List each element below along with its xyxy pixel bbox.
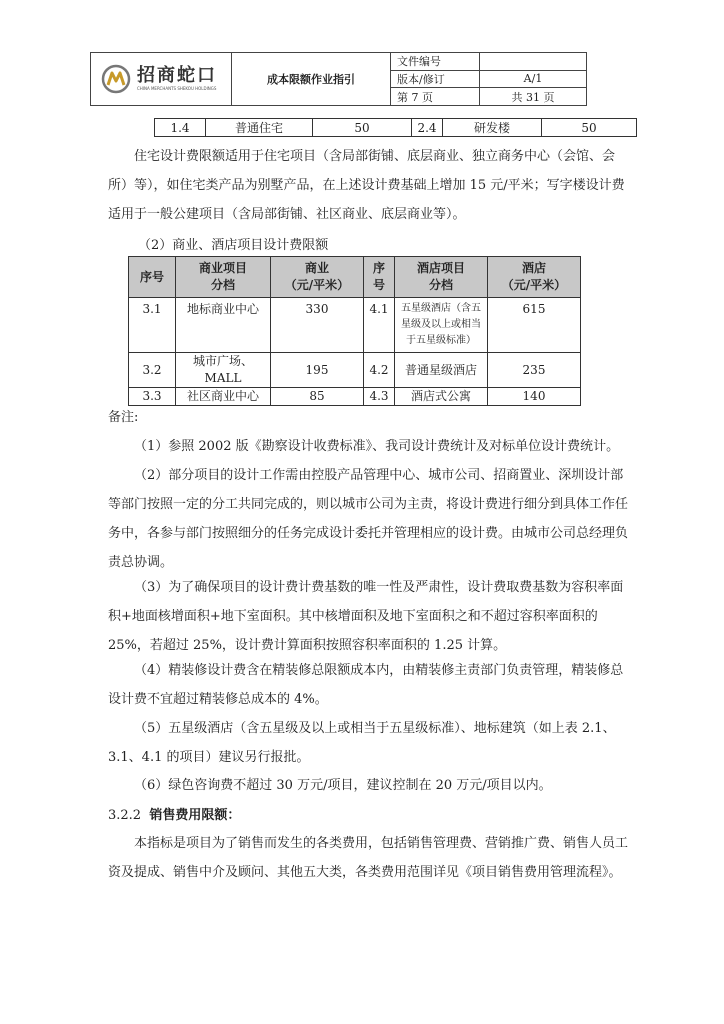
table-cell: 1.4 xyxy=(155,119,206,137)
section-title: 销售费用限额： xyxy=(149,808,241,823)
table-cell: 社区商业中心 xyxy=(176,388,271,406)
note-item: （2）部分项目的设计工作需由控股产品管理中心、城市公司、招商置业、深圳设计部等部门按照一定的分工共同完成的，则以城市公司为主责，将设计费进行细分到具体工作任务中，各参与部门按照细分的任务完成设计委托并管理相应的设计费。由城市公司总经理负责总协调。 xyxy=(108,468,629,570)
residential-note-paragraph: 住宅设计费限额适用于住宅项目（含局部街铺、底层商业、独立商务中心（会馆、会所）等），如住宅类产品为别墅产品，在上述设计费基础上增加 15 元/平米；写字楼设计费适用于一般公建项目（含局部街铺、社区商业、底层商业等）。 xyxy=(108,149,625,222)
note-item: （3）为了确保项目的设计费计费基数的唯一性及严肃性，设计费取费基数为容积率面积+地面核增面积+地下室面积。其中核增面积及地下室面积之和不超过容积率面积的 25%，若超过 25%，设计费计算面积按照容积率面积的 1.25 计算。 xyxy=(108,580,624,653)
meta-value: 共 31 页 xyxy=(480,88,587,106)
table-cell: 235 xyxy=(488,353,581,388)
table-row xyxy=(155,119,637,137)
column-header: 酒店 （元/平米） xyxy=(488,257,581,298)
table-cell: 3.1 xyxy=(129,298,176,353)
table-cell: 330 xyxy=(271,298,364,353)
table-cell: 研发楼 xyxy=(443,119,542,137)
notes-label: 备注: xyxy=(108,410,139,425)
logo-cell xyxy=(91,53,232,106)
table-cell: 85 xyxy=(271,388,364,406)
note-item: （4）精装修设计费含在精装修总限额成本内，由精装修主责部门负责管理，精装修总设计费不宜超过精装修总成本的 4%。 xyxy=(108,663,624,707)
table-header-row xyxy=(129,257,581,298)
table-cell: 4.1 xyxy=(364,298,395,353)
table-row xyxy=(129,353,581,388)
note-item: （1）参照 2002 版《勘察设计收费标准》、我司设计费统计及对标单位设计费统计。 xyxy=(134,439,620,454)
table-cell: 城市广场、MALL xyxy=(176,353,271,388)
meta-value: A/1 xyxy=(480,70,587,88)
table-cell: 50 xyxy=(313,119,412,137)
table-cell: 3.2 xyxy=(129,353,176,388)
table-cell: 140 xyxy=(488,388,581,406)
column-header: 序号 xyxy=(129,257,176,298)
table-cell: 五星级酒店（含五星级及以上或相当于五星级标准） xyxy=(395,298,488,353)
meta-label: 版本/修订 xyxy=(391,70,480,88)
meta-label: 文件编号 xyxy=(391,53,480,71)
table-cell: 地标商业中心 xyxy=(176,298,271,353)
table-cell: 2.4 xyxy=(412,119,443,137)
residential-fee-table xyxy=(154,118,637,137)
column-header: 酒店项目 分档 xyxy=(395,257,488,298)
logo-text-en: CHINA MERCHANTS SHEKOU HOLDINGS xyxy=(137,86,217,91)
section-heading: （2）商业、酒店项目设计费限额 xyxy=(138,238,329,253)
meta-value xyxy=(480,53,587,71)
table-cell: 195 xyxy=(271,353,364,388)
meta-label: 第 7 页 xyxy=(391,88,480,106)
table-cell: 3.3 xyxy=(129,388,176,406)
commercial-hotel-fee-table xyxy=(128,256,581,406)
table-row xyxy=(129,388,581,406)
company-logo xyxy=(91,64,231,94)
note-item: （5）五星级酒店（含五星级及以上或相当于五星级标准）、地标建筑（如上表 2.1、3.1、4.1 的项目）建议另行报批。 xyxy=(108,721,616,765)
table-cell: 普通星级酒店 xyxy=(395,353,488,388)
table-cell: 酒店式公寓 xyxy=(395,388,488,406)
table-cell: 4.3 xyxy=(364,388,395,406)
table-cell: 普通住宅 xyxy=(206,119,313,137)
table-cell: 50 xyxy=(542,119,637,137)
section-number: 3.2.2 xyxy=(108,808,142,823)
document-header xyxy=(90,52,587,106)
note-item: （6）绿色咨询费不超过 30 万元/项目，建议控制在 20 万元/项目以内。 xyxy=(134,778,552,793)
logo-text-cn: 招商蛇口 xyxy=(137,65,217,86)
table-cell: 615 xyxy=(488,298,581,353)
logo-mark-icon xyxy=(101,64,131,94)
sales-fee-paragraph: 本指标是项目为了销售而发生的各类费用，包括销售管理费、营销推广费、销售人员工资及提成、销售中介及顾问、其他五大类，各类费用范围详见《项目销售费用管理流程》。 xyxy=(108,836,629,880)
column-header: 序 号 xyxy=(364,257,395,298)
document-title: 成本限额作业指引 xyxy=(232,53,391,106)
table-cell: 4.2 xyxy=(364,353,395,388)
column-header: 商业 （元/平米） xyxy=(271,257,364,298)
table-row xyxy=(129,298,581,353)
section-322-heading xyxy=(108,804,240,823)
column-header: 商业项目 分档 xyxy=(176,257,271,298)
